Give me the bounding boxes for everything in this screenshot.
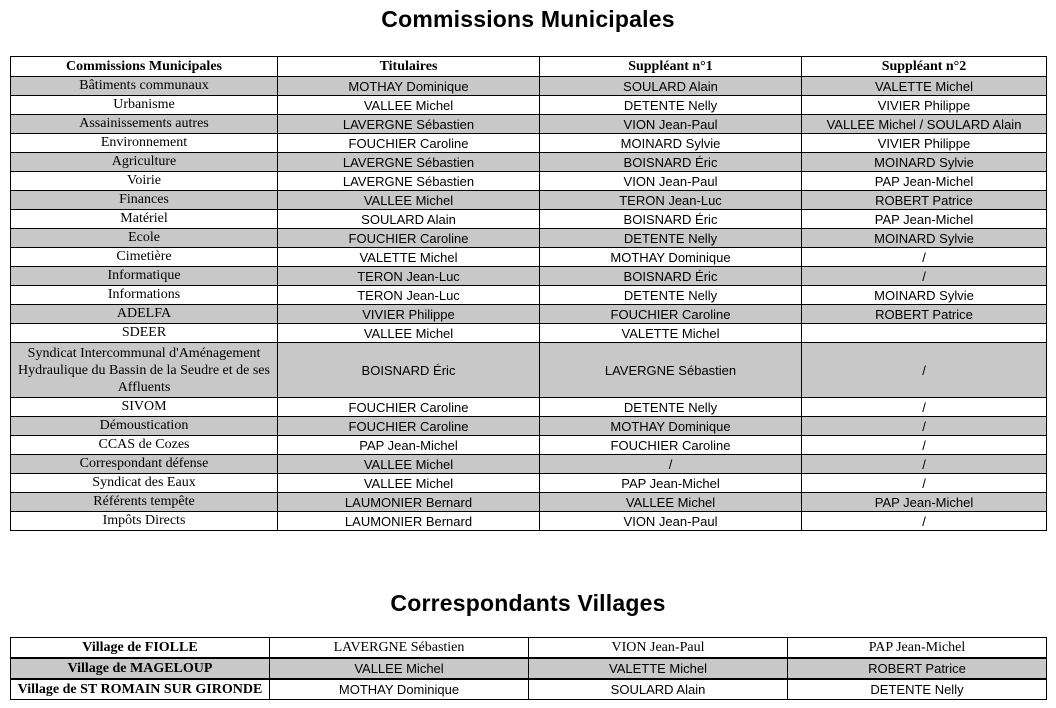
suppleant-1-cell: FOUCHIER Caroline: [540, 305, 802, 324]
village-row: [11, 658, 1047, 679]
titulaire-cell: SOULARD Alain: [278, 210, 540, 229]
suppleant-2-cell: PAP Jean-Michel: [802, 210, 1047, 229]
table-row: [11, 305, 1047, 324]
commission-name-cell: SIVOM: [11, 398, 278, 417]
table-row: [11, 191, 1047, 210]
titulaire-cell: VIVIER Philippe: [278, 305, 540, 324]
village-row: [11, 638, 1047, 659]
titulaire-cell: FOUCHIER Caroline: [278, 229, 540, 248]
suppleant-2-cell: VIVIER Philippe: [802, 96, 1047, 115]
titulaire-cell: FOUCHIER Caroline: [278, 134, 540, 153]
commission-name-cell: Correspondant défense: [11, 455, 278, 474]
suppleant-2-cell: /: [802, 398, 1047, 417]
commission-name-cell: Référents tempête: [11, 493, 278, 512]
suppleant-1-cell: BOISNARD Éric: [540, 210, 802, 229]
titulaire-cell: MOTHAY Dominique: [270, 679, 529, 700]
commission-name-cell: Voirie: [11, 172, 278, 191]
commission-name-cell: Impôts Directs: [11, 512, 278, 531]
titulaire-cell: TERON Jean-Luc: [278, 267, 540, 286]
suppleant-1-cell: SOULARD Alain: [540, 77, 802, 96]
suppleant-2-cell: /: [802, 267, 1047, 286]
suppleant-1-cell: SOULARD Alain: [529, 679, 788, 700]
titulaire-cell: VALETTE Michel: [278, 248, 540, 267]
suppleant-2-cell: PAP Jean-Michel: [802, 172, 1047, 191]
suppleant-1-cell: DETENTE Nelly: [540, 229, 802, 248]
titulaire-cell: LAVERGNE Sébastien: [278, 153, 540, 172]
suppleant-1-cell: PAP Jean-Michel: [540, 474, 802, 493]
titulaire-cell: TERON Jean-Luc: [278, 286, 540, 305]
suppleant-1-cell: VION Jean-Paul: [540, 115, 802, 134]
header-commission: Commissions Municipales: [11, 57, 278, 77]
titulaire-cell: BOISNARD Éric: [278, 343, 540, 398]
village-name-cell: Village de FIOLLE: [11, 638, 270, 659]
commission-name-cell: Urbanisme: [11, 96, 278, 115]
table-row: [11, 172, 1047, 191]
table-row: [11, 417, 1047, 436]
suppleant-2-cell: PAP Jean-Michel: [802, 493, 1047, 512]
suppleant-2-cell: VALETTE Michel: [802, 77, 1047, 96]
table-row: [11, 512, 1047, 531]
commission-name-cell: Syndicat des Eaux: [11, 474, 278, 493]
table-row: [11, 77, 1047, 96]
suppleant-2-cell: /: [802, 343, 1047, 398]
village-row: [11, 679, 1047, 700]
commission-name-cell: Environnement: [11, 134, 278, 153]
suppleant-1-cell: DETENTE Nelly: [540, 398, 802, 417]
header-suppleant-1: Suppléant n°1: [540, 57, 802, 77]
table-row: [11, 398, 1047, 417]
suppleant-2-cell: [802, 324, 1047, 343]
commission-name-cell: CCAS de Cozes: [11, 436, 278, 455]
commission-name-cell: Bâtiments communaux: [11, 77, 278, 96]
table-row: [11, 153, 1047, 172]
suppleant-2-cell: /: [802, 455, 1047, 474]
table-row: [11, 286, 1047, 305]
titulaire-cell: VALLEE Michel: [278, 474, 540, 493]
suppleant-2-cell: MOINARD Sylvie: [802, 229, 1047, 248]
table-row: [11, 324, 1047, 343]
commissions-table: [10, 56, 1047, 531]
table-row: [11, 474, 1047, 493]
commissions-body: [11, 77, 1047, 531]
table-row: [11, 436, 1047, 455]
commission-name-cell: Informations: [11, 286, 278, 305]
suppleant-2-cell: MOINARD Sylvie: [802, 286, 1047, 305]
suppleant-1-cell: TERON Jean-Luc: [540, 191, 802, 210]
titulaire-cell: VALLEE Michel: [278, 324, 540, 343]
suppleant-1-cell: VION Jean-Paul: [529, 638, 788, 659]
commission-name-cell: Finances: [11, 191, 278, 210]
titulaire-cell: MOTHAY Dominique: [278, 77, 540, 96]
commission-name-cell: Cimetière: [11, 248, 278, 267]
commission-name-cell: Assainissements autres: [11, 115, 278, 134]
table-row: [11, 210, 1047, 229]
suppleant-2-cell: VIVIER Philippe: [802, 134, 1047, 153]
suppleant-2-cell: /: [802, 512, 1047, 531]
commission-name-cell: Démoustication: [11, 417, 278, 436]
suppleant-2-cell: /: [802, 436, 1047, 455]
table-row: [11, 343, 1047, 398]
suppleant-1-cell: /: [540, 455, 802, 474]
table-row: [11, 134, 1047, 153]
commission-name-cell: SDEER: [11, 324, 278, 343]
commission-name-cell: Syndicat Intercommunal d'Aménagement Hydraulique du Bassin de la Seudre et de ses Affluents: [11, 343, 278, 398]
suppleant-2-cell: ROBERT Patrice: [788, 658, 1047, 679]
section-title-villages: Correspondants Villages: [390, 590, 666, 616]
commission-name-cell: Agriculture: [11, 153, 278, 172]
suppleant-2-cell: MOINARD Sylvie: [802, 153, 1047, 172]
suppleant-1-cell: DETENTE Nelly: [540, 96, 802, 115]
table-row: [11, 248, 1047, 267]
suppleant-1-cell: MOTHAY Dominique: [540, 417, 802, 436]
commission-name-cell: ADELFA: [11, 305, 278, 324]
table-row: [11, 455, 1047, 474]
titulaire-cell: FOUCHIER Caroline: [278, 417, 540, 436]
suppleant-2-cell: VALLEE Michel / SOULARD Alain: [802, 115, 1047, 134]
suppleant-1-cell: BOISNARD Éric: [540, 267, 802, 286]
titulaire-cell: FOUCHIER Caroline: [278, 398, 540, 417]
header-suppleant-2: Suppléant n°2: [802, 57, 1047, 77]
titulaire-cell: VALLEE Michel: [270, 658, 529, 679]
villages-table: [10, 637, 1047, 700]
table-row: [11, 267, 1047, 286]
suppleant-2-cell: /: [802, 474, 1047, 493]
suppleant-1-cell: FOUCHIER Caroline: [540, 436, 802, 455]
table-row: [11, 115, 1047, 134]
village-name-cell: Village de ST ROMAIN SUR GIRONDE: [11, 679, 270, 700]
header-titulaires: Titulaires: [278, 57, 540, 77]
table-header-row: [11, 57, 1047, 77]
suppleant-2-cell: ROBERT Patrice: [802, 191, 1047, 210]
titulaire-cell: LAUMONIER Bernard: [278, 512, 540, 531]
suppleant-1-cell: LAVERGNE Sébastien: [540, 343, 802, 398]
commission-name-cell: Ecole: [11, 229, 278, 248]
suppleant-2-cell: PAP Jean-Michel: [788, 638, 1047, 659]
commission-name-cell: Matériel: [11, 210, 278, 229]
suppleant-1-cell: VALETTE Michel: [529, 658, 788, 679]
suppleant-2-cell: ROBERT Patrice: [802, 305, 1047, 324]
suppleant-1-cell: VION Jean-Paul: [540, 172, 802, 191]
page-title: Commissions Municipales: [381, 6, 675, 32]
titulaire-cell: LAVERGNE Sébastien: [278, 172, 540, 191]
suppleant-2-cell: /: [802, 417, 1047, 436]
suppleant-1-cell: DETENTE Nelly: [540, 286, 802, 305]
titulaire-cell: VALLEE Michel: [278, 96, 540, 115]
suppleant-1-cell: VION Jean-Paul: [540, 512, 802, 531]
suppleant-1-cell: BOISNARD Éric: [540, 153, 802, 172]
suppleant-1-cell: VALLEE Michel: [540, 493, 802, 512]
suppleant-2-cell: /: [802, 248, 1047, 267]
suppleant-2-cell: DETENTE Nelly: [788, 679, 1047, 700]
table-row: [11, 493, 1047, 512]
titulaire-cell: VALLEE Michel: [278, 455, 540, 474]
titulaire-cell: LAVERGNE Sébastien: [270, 638, 529, 659]
titulaire-cell: LAVERGNE Sébastien: [278, 115, 540, 134]
titulaire-cell: LAUMONIER Bernard: [278, 493, 540, 512]
table-row: [11, 96, 1047, 115]
village-name-cell: Village de MAGELOUP: [11, 658, 270, 679]
suppleant-1-cell: VALETTE Michel: [540, 324, 802, 343]
suppleant-1-cell: MOTHAY Dominique: [540, 248, 802, 267]
table-row: [11, 229, 1047, 248]
titulaire-cell: VALLEE Michel: [278, 191, 540, 210]
titulaire-cell: PAP Jean-Michel: [278, 436, 540, 455]
villages-body: [11, 638, 1047, 700]
commission-name-cell: Informatique: [11, 267, 278, 286]
suppleant-1-cell: MOINARD Sylvie: [540, 134, 802, 153]
